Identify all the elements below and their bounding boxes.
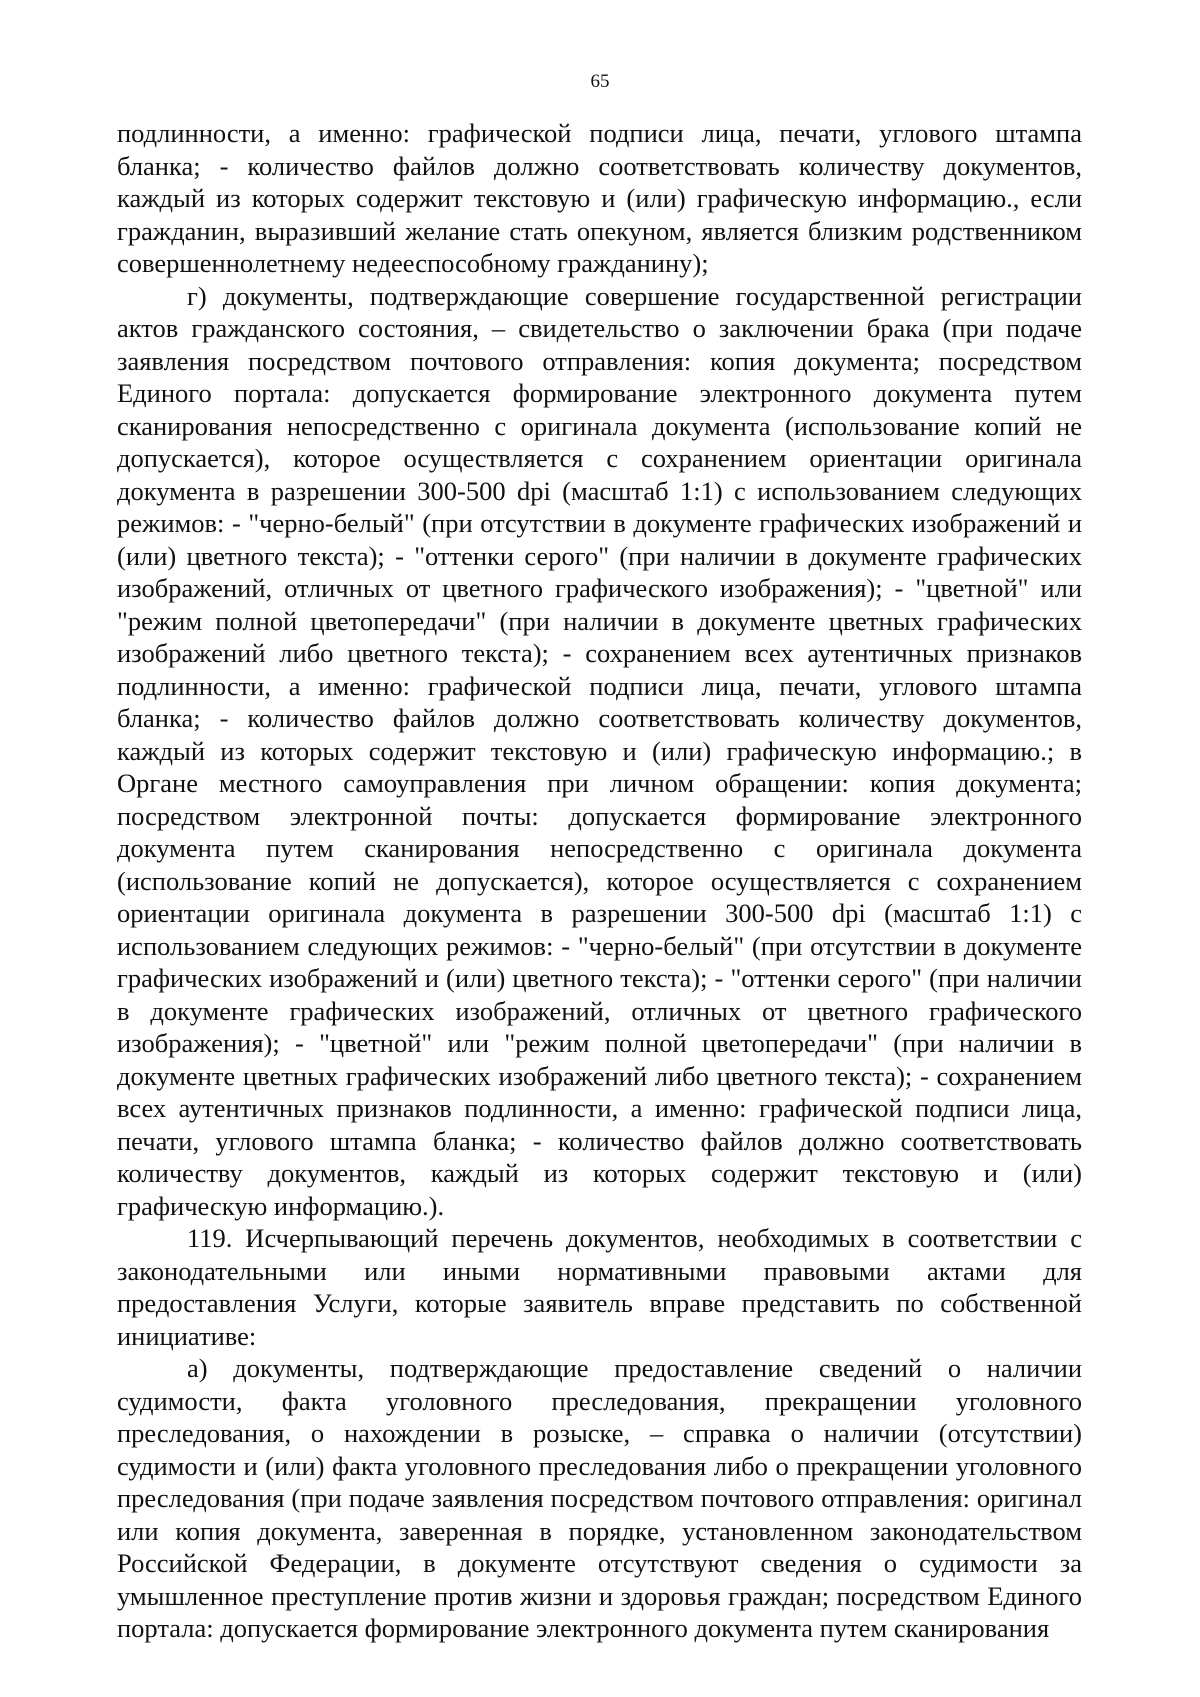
page-number: 65	[590, 71, 610, 92]
paragraph-item-a: а) документы, подтверждающие предоставление сведений о наличии судимости, факта уголовного преследования, прекращении уголовного преследования, о нахождении в розыске, – справка о наличии (отсутствии) судимости и (или) факта уголовного преследования либо о прекращении уголовного преследования (при подаче заявления посредством почтового отправления: оригинал или копия документа, заверенная в порядке, установленном законодательством Российской Федерации, в документе отсутствуют сведения о судимости за умышленное преступление против жизни и здоровья граждан; посредством Единого портала: допускается формирование электронного документа путем сканирования	[117, 1353, 1082, 1643]
document-body	[117, 117, 1082, 1645]
paragraph-continuation: подлинности, а именно: графической подписи лица, печати, углового штампа бланка; - количество файлов должно соответствовать количеству документов, каждый из которых содержит текстовую и (или) графическую информацию., если гражданин, выразивший желание стать опекуном, является близким родственником совершеннолетнему недееспособному гражданину);	[117, 118, 1082, 278]
paragraph-item-g: г) документы, подтверждающие совершение государственной регистрации актов гражданского состояния, – свидетельство о заключении брака (при подаче заявления посредством почтового отправления: копия документа; посредством Единого портала: допускается формирование электронного документа путем сканирования непосредственно с оригинала документа (использование копий не допускается), которое осуществляется с сохранением ориентации оригинала документа в разрешении 300-500 dpi (масштаб 1:1) с использованием следующих режимов: - "черно-белый" (при отсутствии в документе графических изображений и (или) цветного текста); - "оттенки серого" (при наличии в документе графических изображений, отличных от цветного графического изображения); - "цветной" или "режим полной цветопередачи" (при наличии в документе цветных графических изображений либо цветного текста); - сохранением всех аутентичных признаков подлинности, а именно: графической подписи лица, печати, углового штампа бланка; - количество файлов должно соответствовать количеству документов, каждый из которых содержит текстовую и (или) графическую информацию.; в Органе местного самоуправления при личном обращении: копия документа; посредством электронной почты: допускается формирование электронного документа путем сканирования непосредственно с оригинала документа (использование копий не допускается), которое осуществляется с сохранением ориентации оригинала документа в разрешении 300-500 dpi (масштаб 1:1) с использованием следующих режимов: - "черно-белый" (при отсутствии в документе графических изображений и (или) цветного текста); - "оттенки серого" (при наличии в документе графических изображений, отличных от цветного графического изображения); - "цветной" или "режим полной цветопередачи" (при наличии в документе цветных графических изображений либо цветного текста); - сохранением всех аутентичных признаков подлинности, а именно: графической подписи лица, печати, углового штампа бланка; - количество файлов должно соответствовать количеству документов, каждый из которых содержит текстовую и (или) графическую информацию.).	[117, 280, 1082, 1221]
paragraph-119: 119. Исчерпывающий перечень документов, необходимых в соответствии с законодательными или иными нормативными правовыми актами для предоставления Услуги, которые заявитель вправе представить по собственной инициативе:	[117, 1223, 1082, 1351]
